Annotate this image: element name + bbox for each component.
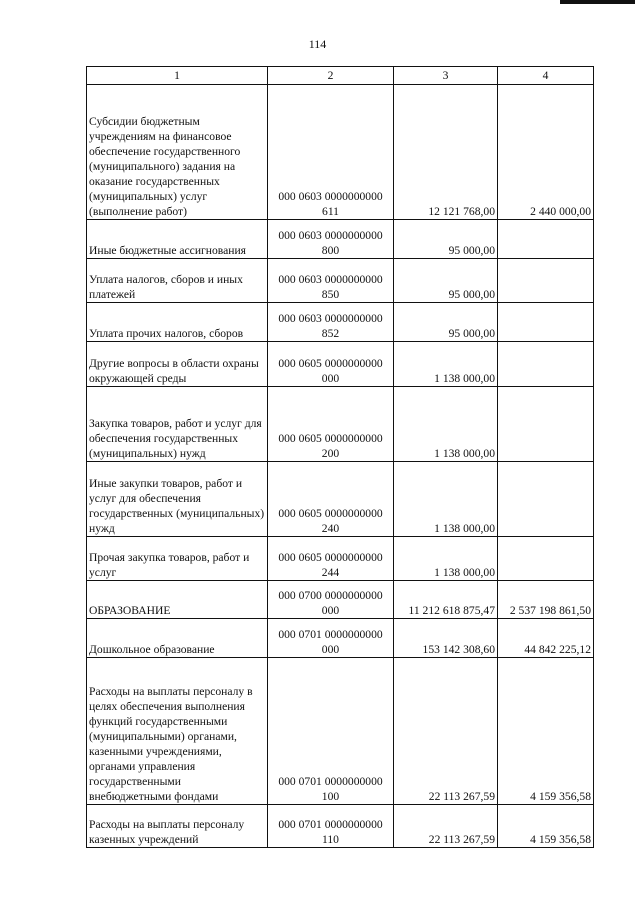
row-value-col3: 11 212 618 875,47 <box>394 581 498 619</box>
table-row <box>87 303 594 342</box>
budget-table <box>86 66 594 848</box>
row-name: Уплата прочих налогов, сборов <box>87 303 268 342</box>
row-name: Расходы на выплаты персоналу в целях обеспечения выполнения функций государственными (муниципальными) органами, казенными учреждениями, органами управления государственными внебюджетными фондами <box>87 658 268 805</box>
row-value-col4: 2 440 000,00 <box>498 85 594 220</box>
row-value-col3: 1 138 000,00 <box>394 342 498 387</box>
column-header: 3 <box>394 67 498 85</box>
header-row <box>87 67 594 85</box>
row-value-col3: 22 113 267,59 <box>394 658 498 805</box>
row-value-col4: 4 159 356,58 <box>498 658 594 805</box>
row-code: 000 0603 0000000000 852 <box>268 303 394 342</box>
row-code: 000 0701 0000000000 000 <box>268 619 394 658</box>
row-value-col3: 22 113 267,59 <box>394 805 498 848</box>
row-name: Прочая закупка товаров, работ и услуг <box>87 537 268 581</box>
row-code: 000 0605 0000000000 244 <box>268 537 394 581</box>
row-name: Иные бюджетные ассигнования <box>87 220 268 259</box>
row-code: 000 0701 0000000000 100 <box>268 658 394 805</box>
row-name: ОБРАЗОВАНИЕ <box>87 581 268 619</box>
row-name: Расходы на выплаты персоналу казенных учреждений <box>87 805 268 848</box>
row-code: 000 0605 0000000000 200 <box>268 387 394 462</box>
row-value-col3: 95 000,00 <box>394 259 498 303</box>
table-row <box>87 220 594 259</box>
row-value-col3: 153 142 308,60 <box>394 619 498 658</box>
column-header: 1 <box>87 67 268 85</box>
row-name: Другие вопросы в области охраны окружающей среды <box>87 342 268 387</box>
row-name: Иные закупки товаров, работ и услуг для обеспечения государственных (муниципальных) нужд <box>87 462 268 537</box>
row-value-col4: 4 159 356,58 <box>498 805 594 848</box>
row-value-col3: 1 138 000,00 <box>394 537 498 581</box>
table-row <box>87 259 594 303</box>
row-name: Дошкольное образование <box>87 619 268 658</box>
row-value-col3: 1 138 000,00 <box>394 387 498 462</box>
table-row <box>87 462 594 537</box>
row-code: 000 0603 0000000000 850 <box>268 259 394 303</box>
row-value-col3: 12 121 768,00 <box>394 85 498 220</box>
row-value-col4: 44 842 225,12 <box>498 619 594 658</box>
row-value-col4 <box>498 387 594 462</box>
table-row <box>87 537 594 581</box>
row-value-col4 <box>498 342 594 387</box>
row-code: 000 0701 0000000000 110 <box>268 805 394 848</box>
table-row <box>87 619 594 658</box>
row-value-col3: 95 000,00 <box>394 220 498 259</box>
table-row <box>87 581 594 619</box>
scan-edge-mark <box>560 0 635 4</box>
table-row <box>87 387 594 462</box>
page-number: 114 <box>308 37 327 51</box>
row-name: Закупка товаров, работ и услуг для обеспечения государственных (муниципальных) нужд <box>87 387 268 462</box>
row-code: 000 0603 0000000000 611 <box>268 85 394 220</box>
table-row <box>87 85 594 220</box>
row-value-col3: 95 000,00 <box>394 303 498 342</box>
row-code: 000 0605 0000000000 000 <box>268 342 394 387</box>
column-header: 2 <box>268 67 394 85</box>
row-value-col4 <box>498 259 594 303</box>
row-value-col4 <box>498 462 594 537</box>
column-header: 4 <box>498 67 594 85</box>
row-value-col3: 1 138 000,00 <box>394 462 498 537</box>
row-value-col4 <box>498 303 594 342</box>
row-code: 000 0700 0000000000 000 <box>268 581 394 619</box>
table-row <box>87 342 594 387</box>
table-row <box>87 805 594 848</box>
row-value-col4: 2 537 198 861,50 <box>498 581 594 619</box>
row-value-col4 <box>498 220 594 259</box>
row-name: Субсидии бюджетным учреждениям на финансовое обеспечение государственного (муниципального) задания на оказание государственных (муниципальных) услуг (выполнение работ) <box>87 85 268 220</box>
table-row <box>87 658 594 805</box>
row-code: 000 0605 0000000000 240 <box>268 462 394 537</box>
row-value-col4 <box>498 537 594 581</box>
row-code: 000 0603 0000000000 800 <box>268 220 394 259</box>
row-name: Уплата налогов, сборов и иных платежей <box>87 259 268 303</box>
